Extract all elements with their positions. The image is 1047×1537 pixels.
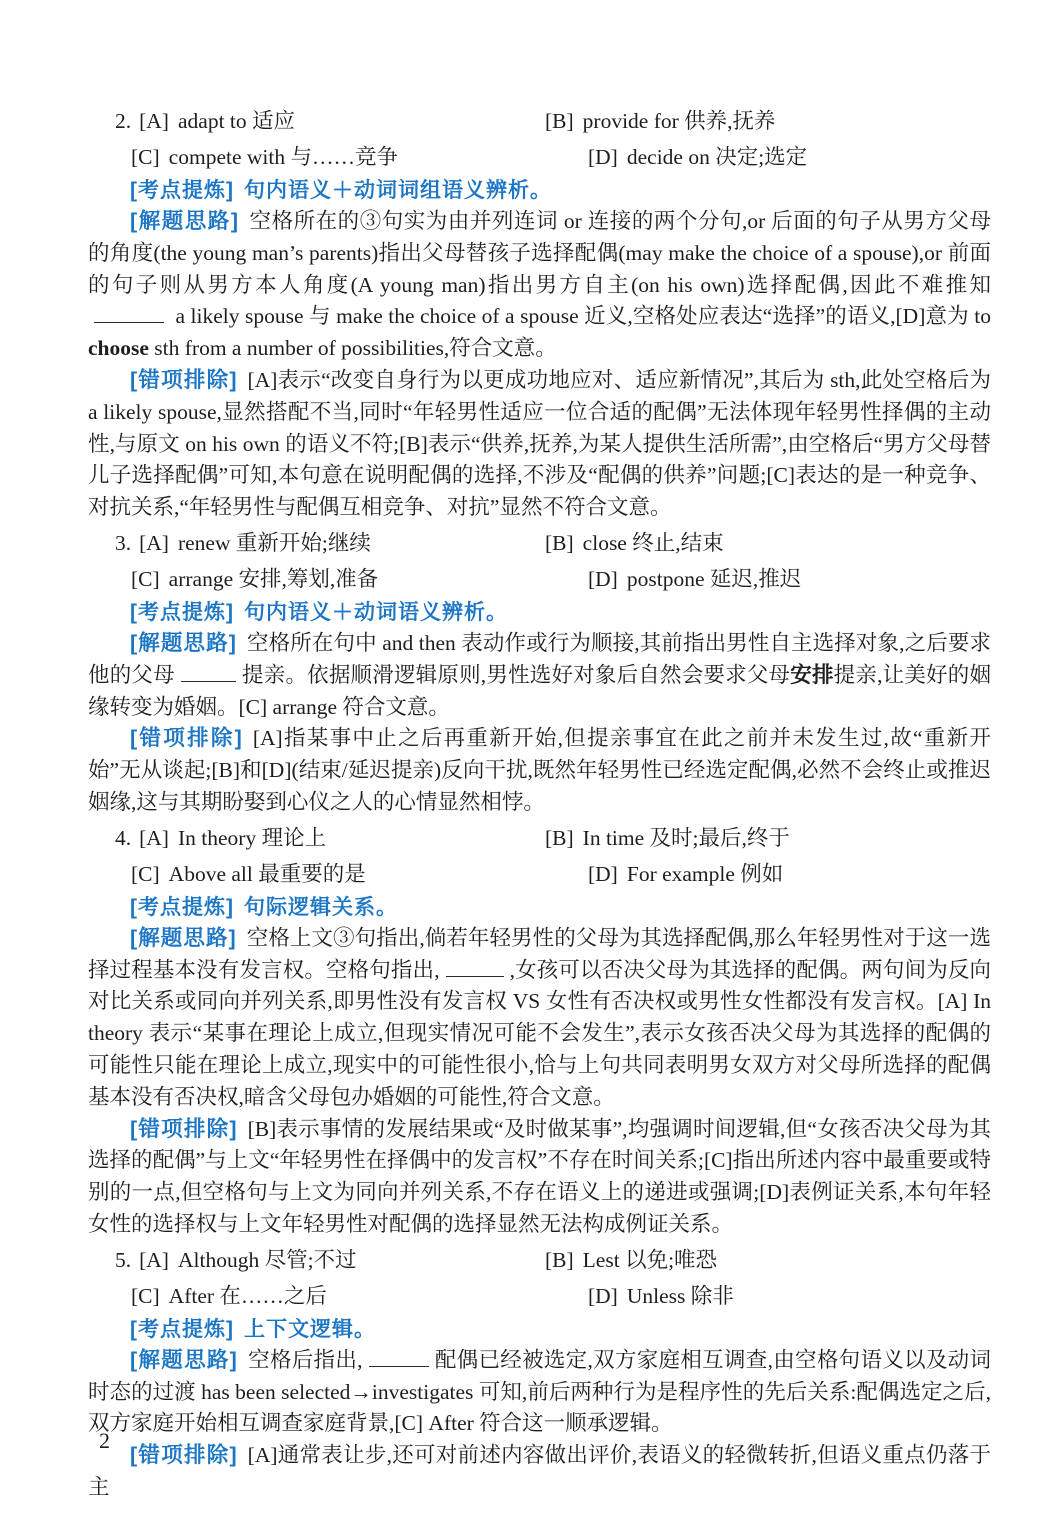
exam-point-line — [88, 597, 991, 628]
option-letter: [C] — [131, 145, 160, 169]
fill-in-blank — [94, 303, 164, 323]
options-row — [88, 103, 991, 139]
elimination-text: [B]表示事情的发展结果或“及时做某事”,均强调时间逻辑,但“女孩否决父母为其选择的配偶”与上文“年轻男性在择偶中的发言权”不存在时间关系;[C]指出所述内容中最重要或特别的一点,但空格句与上文为同向并列关系,不存在语义上的递进或强调;[D]表例证关系,本句年轻女性的选择权与上文年轻男性对配偶的选择显然无法构成例证关系。 — [88, 1116, 991, 1236]
solution-paragraph — [88, 923, 991, 1114]
question-block-2 — [88, 103, 991, 524]
exam-point-label: [考点提炼] — [130, 179, 234, 202]
exam-point-text: 句内语义＋动词词组语义辨析。 — [244, 179, 552, 202]
option-letter: [B] — [545, 1247, 574, 1272]
fill-in-blank — [181, 662, 236, 682]
option-letter: [A] — [139, 530, 169, 555]
elimination-label: [错项排除] — [130, 367, 238, 392]
option-text: For example 例如 — [626, 861, 784, 886]
option-text: In theory 理论上 — [177, 825, 327, 850]
question-number: 2. — [115, 109, 132, 133]
option-text: close 终止,结束 — [582, 530, 724, 555]
solution-text: 空格上文③句指出,倘若年轻男性的父母为其选择配偶,那么年轻男性对于这一选择过程基本没有发言权。空格句指出, ,女孩可以否决父母为其选择的配偶。两句间为反向对比关系或同向并列关系,即男性没有发言权 VS 女性有否决权或男性女性都没有发言权。[A] In theory 表示“某事在理论上成立,但现实情况可能不会发生”,表示女孩否决父母为其选择的配偶的可能性只能在理论上成立,现实中的可能性很小,恰与上句共同表明男女双方对父母所选择的配偶基本没有否决权,暗含父母包办婚姻的可能性,符合文意。 — [88, 925, 991, 1109]
option-letter: [D] — [588, 145, 618, 169]
option-text: postpone 延迟,推迟 — [626, 566, 802, 591]
elimination-text: [A]指某事中止之后再重新开始,但提亲事宜在此之前并未发生过,故“重新开始”无从谈起;[B]和[D](结束/延迟提亲)反向干扰,既然年轻男性已经选定配偶,必然不会终止或推迟姻缘,这与其期盼娶到心仪之人的心情显然相悖。 — [88, 726, 991, 814]
option-text: Unless 除非 — [626, 1283, 734, 1308]
option-text: adapt to 适应 — [177, 109, 296, 133]
options-row — [88, 1242, 991, 1278]
elimination-label: [错项排除] — [130, 726, 243, 751]
exam-point-label: [考点提炼] — [130, 600, 234, 624]
solution-label: [解题思路] — [130, 630, 237, 655]
solution-label: [解题思路] — [130, 925, 237, 950]
options-row — [88, 820, 991, 856]
page-number: 2 — [99, 1428, 110, 1453]
option-text: provide for 供养,抚养 — [582, 109, 776, 133]
solution-label: [解题思路] — [130, 209, 239, 233]
exam-point-text: 句际逻辑关系。 — [244, 895, 398, 919]
elimination-paragraph — [88, 723, 991, 818]
exam-point-label: [考点提炼] — [130, 1317, 234, 1341]
exam-point-line — [88, 892, 991, 923]
option-text: Although 尽管;不过 — [177, 1247, 357, 1272]
elimination-label: [错项排除] — [130, 1116, 238, 1141]
option-letter: [B] — [545, 825, 574, 850]
elimination-paragraph — [88, 1114, 991, 1241]
options-row — [88, 525, 991, 561]
exam-point-line — [88, 175, 991, 206]
options-row — [88, 1278, 991, 1314]
option-text: After 在……之后 — [168, 1283, 327, 1308]
fill-in-blank — [369, 1347, 429, 1367]
solution-text: 空格所在句中 and then 表动作或行为顺接,其前指出男性自主选择对象,之后要求他的父母 提亲。依据顺滑逻辑原则,男性选好对象后自然会要求父母安排提亲,让美好的姻缘转变为婚姻。[C] arrange 符合文意。 — [88, 630, 992, 719]
solution-text: 空格后指出, 配偶已经被选定,双方家庭相互调查,由空格句语义以及动词时态的过渡 has been selected→investigates 可知,前后两种行为是程序性的先后关系:配偶选定之后,双方家庭开始相互调查家庭背景,[C] After 符合这一顺承逻辑。 — [88, 1347, 991, 1436]
question-number: 3. — [115, 530, 132, 555]
solution-paragraph — [88, 1345, 991, 1440]
option-letter: [D] — [588, 1283, 618, 1308]
option-text: decide on 决定;选定 — [626, 145, 808, 169]
page-content — [88, 103, 991, 1505]
option-letter: [C] — [131, 1283, 160, 1308]
option-letter: [B] — [545, 109, 574, 133]
option-letter: [C] — [131, 861, 160, 886]
elimination-text: [A]通常表让步,还可对前述内容做出评价,表语义的轻微转折,但语义重点仍落于主 — [88, 1443, 991, 1499]
exam-point-text: 上下文逻辑。 — [244, 1317, 376, 1341]
solution-paragraph — [88, 206, 991, 365]
option-text: renew 重新开始;继续 — [177, 530, 371, 555]
solution-paragraph — [88, 628, 991, 723]
exam-point-line — [88, 1314, 991, 1345]
exam-point-label: [考点提炼] — [130, 895, 234, 919]
option-letter: [C] — [131, 566, 160, 591]
question-block-5 — [88, 1242, 991, 1504]
question-block-3 — [88, 525, 991, 819]
option-letter: [A] — [139, 825, 169, 850]
option-text: Lest 以免;唯恐 — [582, 1247, 718, 1272]
option-letter: [A] — [139, 1247, 169, 1272]
options-row — [88, 561, 991, 597]
question-number: 4. — [115, 825, 132, 850]
option-text: Above all 最重要的是 — [168, 861, 366, 886]
options-row — [88, 139, 991, 175]
question-number: 5. — [115, 1247, 132, 1272]
question-block-4 — [88, 820, 991, 1241]
option-letter: [D] — [588, 861, 618, 886]
options-row — [88, 856, 991, 892]
option-text: compete with 与……竞争 — [168, 145, 398, 169]
option-letter: [A] — [139, 109, 169, 133]
option-text: In time 及时;最后,终于 — [582, 825, 790, 850]
elimination-label: [错项排除] — [130, 1443, 238, 1468]
exam-point-text: 句内语义＋动词语义辨析。 — [244, 600, 508, 624]
elimination-paragraph — [88, 1440, 991, 1504]
option-letter: [D] — [588, 566, 618, 591]
solution-text: 空格所在的③句实为由并列连词 or 连接的两个分句,or 后面的句子从男方父母的角度(the young man’s parents)指出父母替孩子选择配偶(may make the choice of a spouse),or 前面的句子则从男方本人角度(A young man)指出男方自主(on his own)选择配偶,因此不难推知 a likely spouse 与 make the choice of a spouse 近义,空格处应表达“选择”的语义,[D]意为 to choose sth from a number of possibilities,符合文意。 — [88, 209, 991, 361]
option-letter: [B] — [545, 530, 574, 555]
fill-in-blank — [446, 957, 504, 977]
solution-label: [解题思路] — [130, 1347, 238, 1372]
elimination-text: [A]表示“改变自身行为以更成功地应对、适应新情况”,其后为 sth,此处空格后为 a likely spouse,显然搭配不当,同时“年轻男性适应一位合适的配偶”无法体现年轻男性择偶的主动性,与原文 on his own 的语义不符;[B]表示“供养,抚养,为某人提供生活所需”,由空格后“男方父母替儿子选择配偶”可知,本句意在说明配偶的选择,不涉及“配偶的供养”问题;[C]表达的是一种竞争、对抗关系,“年轻男性与配偶互相竞争、对抗”显然不符合文意。 — [88, 367, 991, 520]
option-text: arrange 安排,筹划,准备 — [168, 566, 379, 591]
elimination-paragraph — [88, 365, 991, 524]
